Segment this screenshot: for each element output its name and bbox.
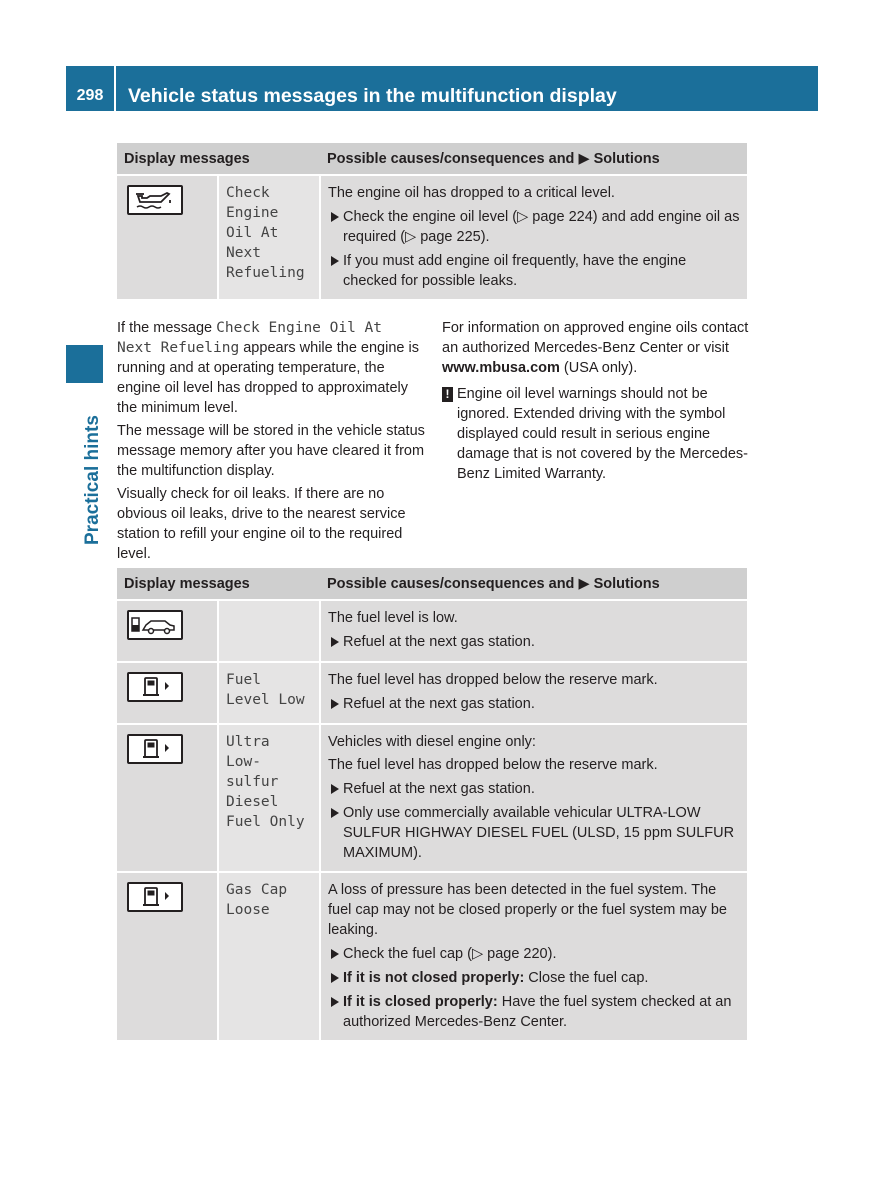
message-line: Gas Cap — [226, 882, 288, 898]
table-row — [117, 662, 747, 724]
solution-bullet: Only use commercially available vehicular ULTRA-LOW SULFUR HIGHWAY DIESEL FUEL (ULSD, 15 ppm SULFUR MAXIMUM). — [328, 803, 740, 863]
cause-text: The fuel level is low. — [328, 610, 458, 626]
warning-icon: ! — [442, 387, 453, 402]
table-header-causes: Possible causes/consequences and ▶ Solutions — [320, 568, 747, 600]
table-header-display-messages: Display messages — [117, 143, 320, 175]
message-line: Oil At — [226, 225, 279, 241]
fuel-pump-icon — [127, 882, 183, 912]
solution-bullet: Refuel at the next gas station. — [328, 779, 740, 799]
paragraph-text: If the message — [117, 320, 217, 336]
table-row — [117, 724, 747, 872]
message-line: Diesel — [226, 794, 279, 810]
right-text-column — [442, 318, 750, 484]
condition-label: If it is not closed properly: — [343, 970, 525, 986]
solution-bullet: Refuel at the next gas station. — [328, 694, 740, 714]
message-line: Level Low — [226, 692, 305, 708]
display-message — [226, 670, 312, 710]
solution-bullet: Check the fuel cap (▷ page 220). — [328, 944, 740, 964]
message-line: Check — [226, 185, 270, 201]
message-line: Refueling — [226, 265, 305, 281]
solution-bullet — [328, 968, 740, 988]
page-number: 298 — [66, 66, 116, 111]
left-text-column — [117, 318, 425, 567]
intro-text: Vehicles with diesel engine only: — [328, 734, 536, 750]
warning-text: Engine oil level warnings should not be ignored. Extended driving with the symbol displayed could result in serious engine damage that is not covered by the Mercedes-Benz Limited Warranty. — [457, 386, 748, 482]
fuel-low-car-icon — [127, 610, 183, 640]
solution-text: Close the fuel cap. — [524, 970, 649, 986]
paragraph-text: (USA only). — [559, 360, 638, 376]
message-line: Loose — [226, 902, 270, 918]
message-line: Ultra Low- — [226, 734, 270, 770]
table-row — [117, 175, 747, 300]
solution-bullet: Check the engine oil level (▷ page 224) and add engine oil as required (▷ page 225). — [328, 207, 740, 247]
condition-label: If it is closed properly: — [343, 994, 498, 1010]
oil-can-icon — [127, 185, 183, 215]
warning-note — [442, 384, 750, 484]
fuel-pump-icon — [127, 672, 183, 702]
display-message — [226, 732, 312, 832]
paragraph-text: appears while the engine is running and at operating temperature, the engine oil level has dropped to approximately the minimum level. — [117, 340, 419, 416]
message-line: sulfur — [226, 774, 279, 790]
fuel-message-table — [117, 568, 747, 1042]
paragraph: The message will be stored in the vehicle status message memory after you have cleared it from the multifunction display. — [117, 423, 425, 479]
display-message-inline: Check Engine Oil At Next Refueling — [117, 320, 383, 356]
message-line: Next — [226, 245, 261, 261]
cause-text: The fuel level has dropped below the reserve mark. — [328, 757, 658, 773]
display-message — [226, 880, 312, 920]
solution-bullet: If you must add engine oil frequently, have the engine checked for possible leaks. — [328, 251, 740, 291]
table-header-display-messages: Display messages — [117, 568, 320, 600]
table-header-causes: Possible causes/consequences and ▶ Solutions — [320, 143, 747, 175]
message-line: Fuel Only — [226, 814, 305, 830]
table-row — [117, 872, 747, 1041]
message-line: Engine — [226, 205, 279, 221]
oil-message-table — [117, 143, 747, 301]
solution-bullet: Refuel at the next gas station. — [328, 632, 740, 652]
display-message — [226, 183, 312, 283]
cause-text: The fuel level has dropped below the reserve mark. — [328, 672, 658, 688]
paragraph: Visually check for oil leaks. If there are no obvious oil leaks, drive to the nearest service station to refill your engine oil to the required level. — [117, 486, 406, 562]
page-header — [66, 66, 818, 111]
cause-text: A loss of pressure has been detected in the fuel system. The fuel cap may not be closed properly or the fuel system may be leaking. — [328, 882, 727, 938]
table-row — [117, 600, 747, 662]
paragraph — [117, 318, 425, 418]
page-title: Vehicle status messages in the multifunction display — [128, 85, 617, 107]
message-line: Fuel — [226, 672, 261, 688]
fuel-pump-icon — [127, 734, 183, 764]
website-link[interactable]: www.mbusa.com — [442, 360, 560, 376]
solution-bullet — [328, 992, 740, 1032]
paragraph-text: For information on approved engine oils contact an authorized Mercedes-Benz Center or visit — [442, 320, 749, 356]
section-tab-label: Practical hints — [82, 415, 103, 545]
solution-text: Have the fuel system checked at an authorized Mercedes-Benz Center. — [343, 994, 732, 1030]
paragraph — [442, 318, 750, 378]
cause-text: The engine oil has dropped to a critical level. — [328, 185, 615, 201]
